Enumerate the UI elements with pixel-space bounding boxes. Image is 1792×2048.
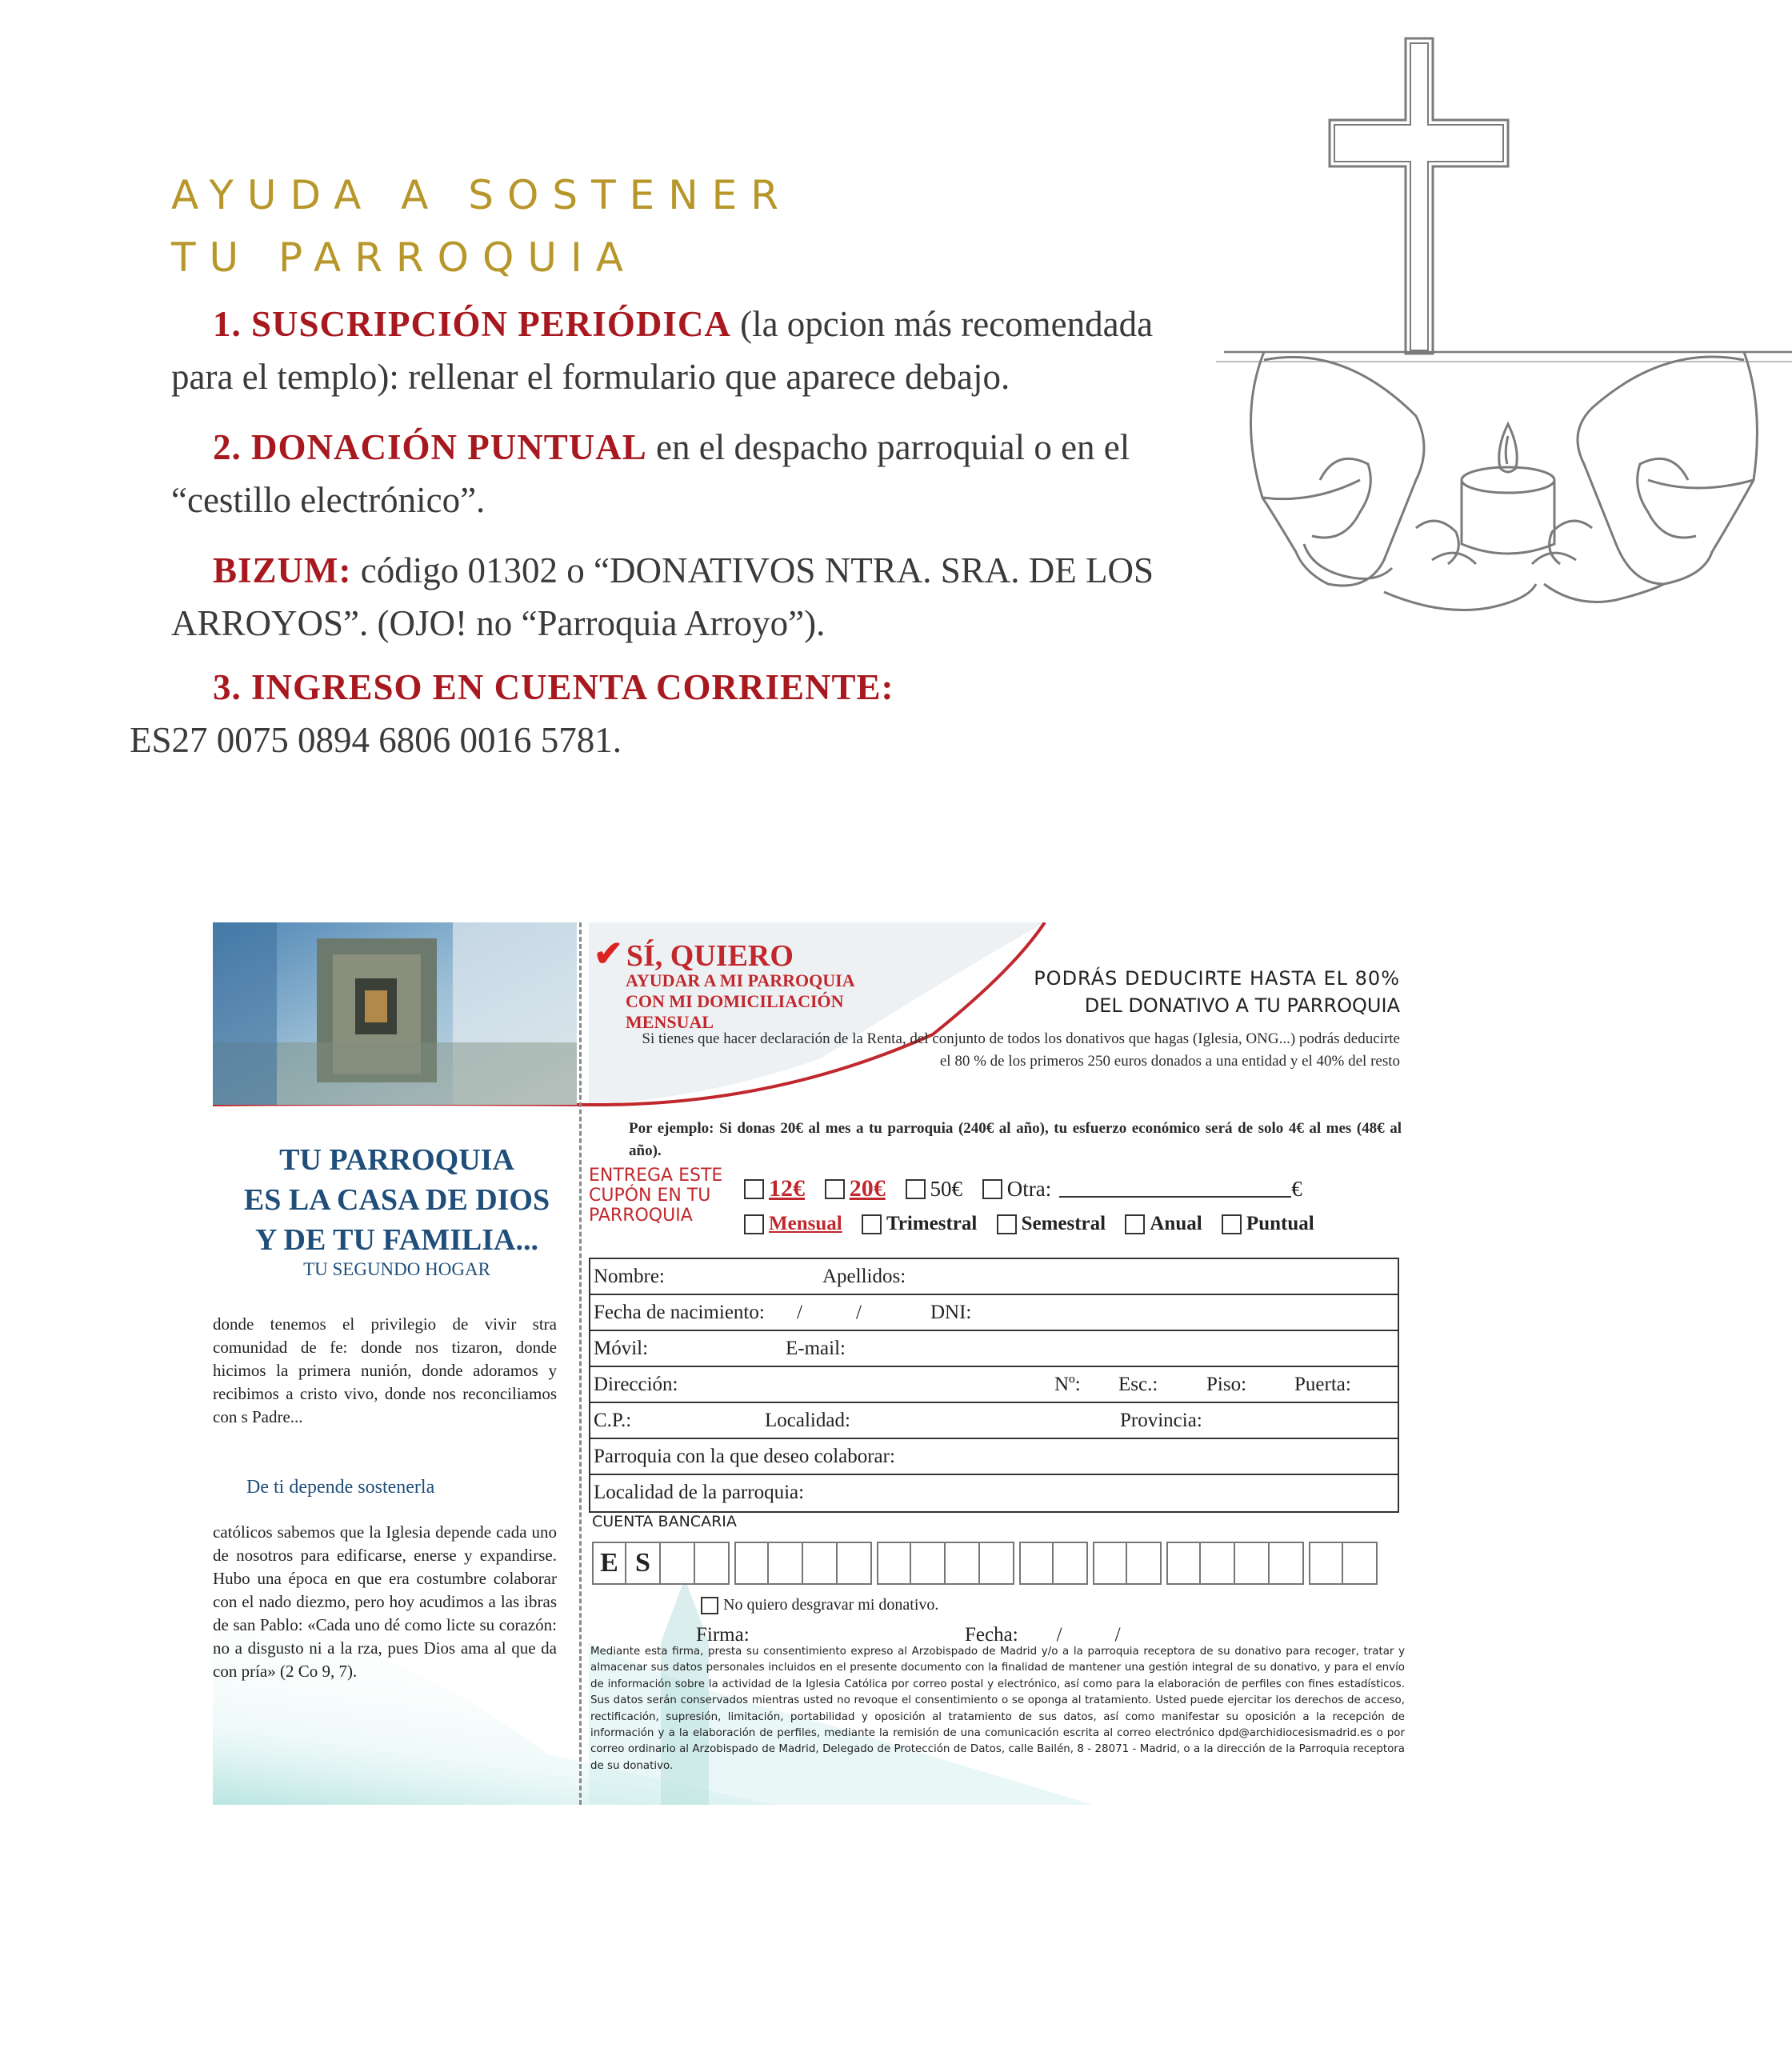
bizum-label: BIZUM: [213, 550, 352, 590]
form-row-birth[interactable] [590, 1295, 1398, 1331]
checkbox[interactable] [1222, 1214, 1242, 1234]
title-line-1: AYUDA A SOSTENER [171, 172, 792, 218]
date-slash: / [797, 1302, 802, 1323]
personal-data-form [589, 1258, 1399, 1513]
iban-cell[interactable] [1093, 1542, 1127, 1585]
deduction-headline: PODRÁS DEDUCIRTE HASTA EL 80% [1034, 967, 1400, 990]
iban-cell[interactable] [1127, 1542, 1162, 1585]
iban-cell[interactable] [1235, 1542, 1270, 1585]
no-tax-deduction-option[interactable]: No quiero desgravar mi donativo. [701, 1596, 938, 1614]
title-line-2: TU PARROQUIA [171, 234, 637, 281]
coupon-left-paragraph-2: católicos sabemos que la Iglesia depende cada uno de nosotros para edificarse, enerse y expandirse. Hubo una época en que era costumbre colaborar con el nado diezmo, pero hoy acudimos a las ibras de san Pablo: «Cada uno dé como licte su corazón: no a disgusto ni a la rza, pues Dios ama al que da con pría» (2 Co 9, 7). [213, 1522, 557, 1681]
iban-cell[interactable] [911, 1542, 946, 1585]
iban-cell[interactable] [980, 1542, 1014, 1585]
bank-account-label: CUENTA BANCARIA [592, 1513, 737, 1530]
iban-cell[interactable] [803, 1542, 838, 1585]
freq-trimestral[interactable]: Trimestral [862, 1213, 977, 1235]
page-title [171, 164, 792, 289]
method-bizum [171, 544, 1179, 650]
amount-option-20[interactable]: 20€ [825, 1175, 886, 1202]
fecha-nacimiento-label: Fecha de nacimiento: [594, 1302, 765, 1323]
checkbox[interactable] [701, 1597, 718, 1614]
method-3-text: ES27 0075 0894 6806 0016 5781. [130, 720, 622, 760]
slogan-subtitle: TU SEGUNDO HOGAR [303, 1259, 490, 1279]
frequency-options [744, 1213, 1329, 1240]
escalera-label: Esc.: [1118, 1374, 1158, 1395]
donation-methods [130, 298, 1179, 784]
localidad-parroquia-label: Localidad de la parroquia: [594, 1482, 805, 1503]
method-3 [130, 661, 1179, 766]
form-row-parish-locality[interactable] [590, 1475, 1398, 1511]
freq-semestral[interactable]: Semestral [997, 1213, 1106, 1235]
method-1-label: 1. SUSCRIPCIÓN PERIÓDICA [213, 304, 731, 344]
amount-options [744, 1175, 1317, 1205]
form-row-contact[interactable] [590, 1331, 1398, 1367]
amount-option-50[interactable]: 50€ [906, 1177, 963, 1202]
iban-cell: E [592, 1542, 626, 1585]
privacy-notice: Mediante esta firma, presta su consentimiento expreso al Arzobispado de Madrid y/o a la parroquia receptora de su donativo para recoger, tratar y almacenar sus datos personales incluidos en el presente documento con la finalidad de mantener una gestión integral de su donativo, y para el envío de información sobre la actividad de la Iglesia Católica por correo postal y electrónico, así como para la elaboración de perfiles con fines estadísticos. Sus datos serán conservados mientras usted no revoque el consentimiento o se oponga al tratamiento. Usted puede ejercitar los derechos de acceso, rectificación, supresión, limitación, portabilidad y oposición al tratamiento de sus datos, así como manifestar su oposición a la recepción de información y a la elaboración de perfiles, mediante la remisión de una comunicación escrita al correo electrónico dpd@archidiocesismadrid.es o por correo ordinario al Arzobispado de Madrid, Delegado de Protección de Datos, calle Bailén, 8 - 28071 - Madrid, o a la dirección de la Parroquia receptora de su donativo. [590, 1646, 1405, 1772]
deduction-subline: DEL DONATIVO A TU PARROQUIA [1084, 994, 1400, 1017]
method-2 [171, 421, 1179, 526]
parroquia-label: Parroquia con la que deseo colaborar: [594, 1446, 895, 1467]
signature-label: Firma: [696, 1624, 750, 1646]
other-amount-field[interactable] [1059, 1180, 1291, 1198]
method-1-text: (la opcion más recomendada para el templo): rellenar el formulario que aparece debajo. [171, 304, 1154, 397]
checkbox[interactable] [825, 1179, 845, 1199]
slogan-line-1: TU PARROQUIA [279, 1143, 514, 1177]
form-row-address[interactable] [590, 1367, 1398, 1403]
piso-label: Piso: [1206, 1374, 1247, 1395]
date-slash: / [856, 1302, 862, 1323]
iban-cell[interactable] [1166, 1542, 1201, 1585]
coupon-left-subheading: De ti depende sostenerla [246, 1477, 435, 1498]
checkbox[interactable] [1125, 1214, 1145, 1234]
localidad-label: Localidad: [765, 1410, 850, 1431]
bizum-text: código 01302 o “DONATIVOS NTRA. SRA. DE LOS ARROYOS”. (OJO! no “Parroquia Arroyo”). [171, 550, 1154, 643]
date-label: Fecha: / / [965, 1624, 1121, 1646]
cross-hands-candle-illustration [1216, 32, 1792, 624]
freq-mensual[interactable]: Mensual [744, 1213, 842, 1235]
iban-cell[interactable] [734, 1542, 769, 1585]
iban-cell[interactable] [1201, 1542, 1235, 1585]
iban-cell[interactable] [838, 1542, 872, 1585]
nombre-label: Nombre: [594, 1266, 665, 1287]
yes-label: SÍ, QUIERO [626, 939, 794, 973]
direccion-label: Dirección: [594, 1374, 678, 1395]
checkbox[interactable] [982, 1179, 1002, 1199]
checkbox[interactable] [744, 1179, 764, 1199]
method-3-label: 3. INGRESO EN CUENTA CORRIENTE: [213, 667, 894, 707]
coupon-yes-heading [594, 934, 794, 974]
deliver-coupon-note: ENTREGA ESTE CUPÓN EN TU PARROQUIA [589, 1166, 723, 1226]
iban-cell[interactable] [1270, 1542, 1304, 1585]
amount-option-other[interactable]: Otra: € [982, 1177, 1302, 1202]
tax-example: Por ejemplo: Si donas 20€ al mes a tu parroquia (240€ al año), tu esfuerzo económico será de solo 4€ al mes (48€ al año). [629, 1120, 1402, 1159]
yes-subheading: AYUDAR A MI PARROQUIA CON MI DOMICILIACIÓN MENSUAL [626, 970, 855, 1032]
checkbox[interactable] [997, 1214, 1017, 1234]
method-1 [171, 298, 1179, 403]
form-row-parish[interactable] [590, 1439, 1398, 1475]
iban-cell[interactable] [1309, 1542, 1343, 1585]
puerta-label: Puerta: [1294, 1374, 1351, 1395]
iban-cell[interactable] [769, 1542, 803, 1585]
checkbox[interactable] [862, 1214, 882, 1234]
tax-explanation: Si tienes que hacer declaración de la Renta, del conjunto de todos los donativos que hagas (Iglesia, ONG...) podrás deducirte el 80 % de los primeros 250 euros donados a una entidad y el 40% del resto [642, 1030, 1400, 1070]
coupon-left-paragraph-1: donde tenemos el privilegio de vivir stra comunidad de fe: donde nos tizaron, donde hicimos la primera nunión, donde adoramos y recibimos a cristo vivo, donde nos reconciliamos con s Padre... [213, 1314, 557, 1426]
numero-label: Nº: [1054, 1374, 1081, 1395]
iban-cell[interactable] [661, 1542, 695, 1585]
cp-label: C.P.: [594, 1410, 632, 1431]
amount-option-12[interactable]: 12€ [744, 1175, 805, 1202]
freq-puntual[interactable]: Puntual [1222, 1213, 1314, 1235]
coupon-slogan [237, 1140, 557, 1260]
method-2-text: en el despacho parroquial o en el “cestillo electrónico”. [171, 427, 1130, 520]
iban-cell[interactable] [946, 1542, 980, 1585]
iban-cell: S [626, 1542, 661, 1585]
apellidos-label: Apellidos: [822, 1266, 906, 1287]
checkbox[interactable] [744, 1214, 764, 1234]
coupon-left-panel [213, 922, 577, 1805]
method-2-label: 2. DONACIÓN PUNTUAL [213, 427, 647, 467]
form-row-name[interactable] [590, 1259, 1398, 1295]
cut-line [579, 922, 582, 1805]
checkmark-icon: ✔ [594, 934, 623, 974]
iban-field[interactable] [592, 1542, 1378, 1585]
iban-cell[interactable] [1019, 1542, 1054, 1585]
donation-coupon [213, 922, 1413, 1805]
iban-cell[interactable] [1054, 1542, 1088, 1585]
email-label: E-mail: [786, 1338, 846, 1359]
slogan-line-2: ES LA CASA DE DIOS [243, 1183, 550, 1217]
slogan-line-3: Y DE TU FAMILIA... [255, 1223, 538, 1257]
church-altar-photo [213, 922, 577, 1105]
iban-cell[interactable] [1343, 1542, 1378, 1585]
provincia-label: Provincia: [1120, 1410, 1202, 1431]
freq-anual[interactable]: Anual [1125, 1213, 1202, 1235]
dni-label: DNI: [930, 1302, 972, 1323]
checkbox[interactable] [906, 1179, 926, 1199]
form-row-location[interactable] [590, 1403, 1398, 1439]
iban-cell[interactable] [695, 1542, 730, 1585]
iban-cell[interactable] [877, 1542, 911, 1585]
movil-label: Móvil: [594, 1338, 649, 1359]
